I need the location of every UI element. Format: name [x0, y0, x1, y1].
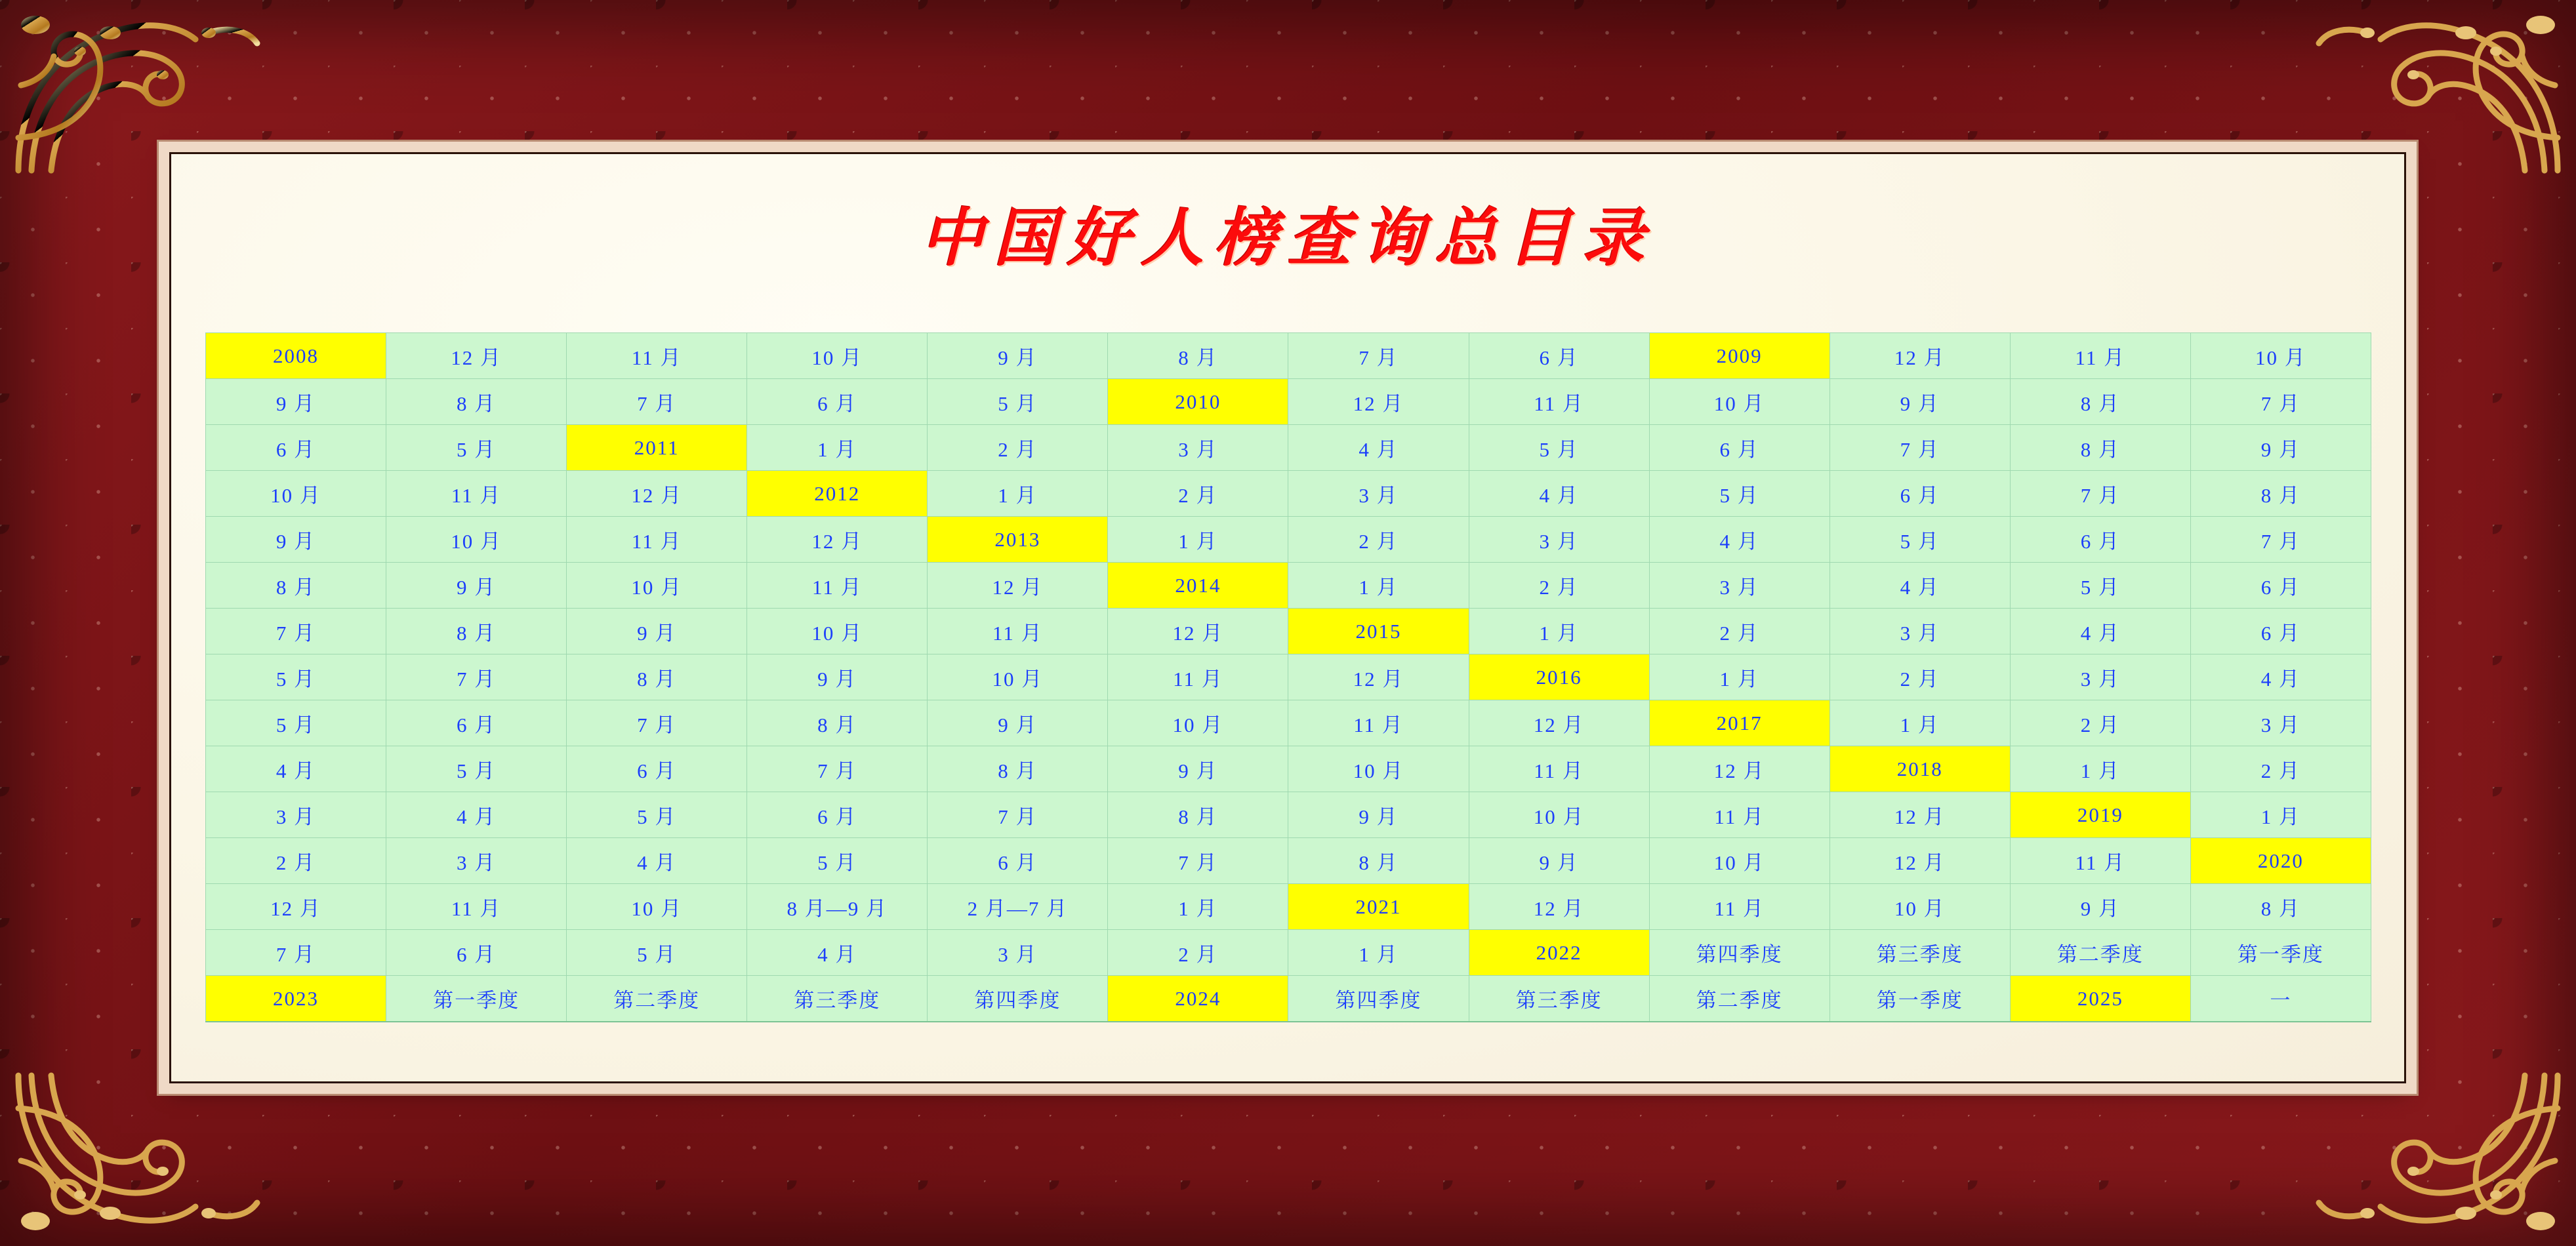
- period-cell[interactable]: 第二季度: [2010, 930, 2190, 976]
- period-cell[interactable]: 第四季度: [1649, 930, 1830, 976]
- period-cell[interactable]: 7 月: [567, 700, 747, 746]
- year-cell[interactable]: 2022: [1469, 930, 1649, 976]
- table-row: [206, 517, 2371, 563]
- period-cell[interactable]: 8 月: [2010, 425, 2190, 471]
- period-cell[interactable]: 8 月: [2190, 471, 2371, 517]
- period-cell[interactable]: 11 月: [386, 471, 567, 517]
- period-cell[interactable]: 9 月: [206, 379, 386, 425]
- period-cell[interactable]: 5 月: [567, 792, 747, 838]
- period-cell[interactable]: 2 月: [1649, 609, 1830, 654]
- period-cell[interactable]: 2 月: [1108, 471, 1288, 517]
- period-cell[interactable]: 6 月: [386, 930, 567, 976]
- period-cell[interactable]: 3 月: [1649, 563, 1830, 609]
- year-cell[interactable]: 2014: [1108, 563, 1288, 609]
- year-cell[interactable]: 2019: [2010, 792, 2190, 838]
- period-cell[interactable]: 9 月: [1830, 379, 2010, 425]
- period-cell[interactable]: 8 月: [567, 654, 747, 700]
- period-cell[interactable]: 12 月: [206, 884, 386, 930]
- period-cell[interactable]: 2 月: [2010, 700, 2190, 746]
- period-cell[interactable]: 2 月: [928, 425, 1108, 471]
- period-cell[interactable]: 8 月: [206, 563, 386, 609]
- period-cell[interactable]: 3 月: [1288, 471, 1469, 517]
- table-row: [206, 838, 2371, 884]
- period-cell[interactable]: 11 月: [1649, 884, 1830, 930]
- period-cell[interactable]: 2 月: [1469, 563, 1649, 609]
- period-cell[interactable]: 3 月: [1469, 517, 1649, 563]
- period-cell[interactable]: 11 月: [567, 517, 747, 563]
- period-cell[interactable]: 11 月: [2010, 838, 2190, 884]
- year-cell[interactable]: 2017: [1649, 700, 1830, 746]
- period-cell[interactable]: 6 月: [386, 700, 567, 746]
- period-cell[interactable]: 6 月: [1469, 333, 1649, 379]
- period-cell[interactable]: 7 月: [206, 930, 386, 976]
- period-cell[interactable]: 4 月: [1288, 425, 1469, 471]
- period-cell[interactable]: 6 月: [1830, 471, 2010, 517]
- period-cell[interactable]: 2 月: [1288, 517, 1469, 563]
- period-cell[interactable]: 1 月: [1830, 700, 2010, 746]
- period-cell[interactable]: 9 月: [928, 700, 1108, 746]
- period-cell[interactable]: 4 月: [2010, 609, 2190, 654]
- table-row: [206, 609, 2371, 654]
- period-cell[interactable]: 5 月: [1830, 517, 2010, 563]
- period-cell[interactable]: 1 月: [1649, 654, 1830, 700]
- period-cell[interactable]: 10 月: [386, 517, 567, 563]
- period-cell[interactable]: 1 月: [928, 471, 1108, 517]
- period-cell[interactable]: 8 月—9 月: [747, 884, 928, 930]
- table-row: [206, 563, 2371, 609]
- period-cell[interactable]: 8 月: [1108, 333, 1288, 379]
- period-cell[interactable]: 7 月: [1288, 333, 1469, 379]
- period-cell[interactable]: 3 月: [386, 838, 567, 884]
- period-cell[interactable]: 11 月: [1649, 792, 1830, 838]
- corner-ornament-icon: [12, 7, 268, 177]
- corner-ornament-icon: [2308, 7, 2564, 177]
- period-cell[interactable]: 第二季度: [1649, 976, 1830, 1022]
- period-cell[interactable]: 12 月: [386, 333, 567, 379]
- period-cell[interactable]: 6 月: [747, 379, 928, 425]
- period-cell[interactable]: 12 月: [928, 563, 1108, 609]
- period-cell[interactable]: 12 月: [1469, 700, 1649, 746]
- period-cell[interactable]: 3 月: [1108, 425, 1288, 471]
- year-cell[interactable]: 2015: [1288, 609, 1469, 654]
- period-cell[interactable]: 5 月: [928, 379, 1108, 425]
- table-row: [206, 930, 2371, 976]
- catalog-table: [205, 332, 2371, 1022]
- table-row: [206, 425, 2371, 471]
- period-cell[interactable]: 7 月: [747, 746, 928, 792]
- period-cell[interactable]: 3 月: [2010, 654, 2190, 700]
- period-cell[interactable]: 1 月: [1469, 609, 1649, 654]
- period-cell[interactable]: 10 月: [747, 333, 928, 379]
- period-cell[interactable]: 9 月: [206, 517, 386, 563]
- period-cell[interactable]: 10 月: [2190, 333, 2371, 379]
- period-cell[interactable]: 9 月: [1469, 838, 1649, 884]
- period-cell[interactable]: 12 月: [567, 471, 747, 517]
- year-cell[interactable]: 2018: [1830, 746, 2010, 792]
- period-cell[interactable]: 10 月: [567, 884, 747, 930]
- period-cell[interactable]: 7 月: [1108, 838, 1288, 884]
- table-row: [206, 379, 2371, 425]
- period-cell[interactable]: 3 月: [206, 792, 386, 838]
- corner-ornament-icon: [12, 1069, 268, 1239]
- period-cell[interactable]: 6 月: [2190, 609, 2371, 654]
- period-cell[interactable]: 12 月: [1108, 609, 1288, 654]
- table-row: [206, 700, 2371, 746]
- period-cell[interactable]: 8 月: [386, 609, 567, 654]
- year-cell[interactable]: 2021: [1288, 884, 1469, 930]
- period-cell[interactable]: 第一季度: [1830, 976, 2010, 1022]
- period-cell[interactable]: 6 月: [2010, 517, 2190, 563]
- period-cell[interactable]: 9 月: [567, 609, 747, 654]
- period-cell[interactable]: 1 月: [2010, 746, 2190, 792]
- period-cell[interactable]: 7 月: [2190, 379, 2371, 425]
- period-cell[interactable]: 12 月: [1288, 654, 1469, 700]
- table-row: [206, 746, 2371, 792]
- period-cell[interactable]: 4 月: [747, 930, 928, 976]
- period-cell[interactable]: 6 月: [206, 425, 386, 471]
- period-cell[interactable]: 4 月: [386, 792, 567, 838]
- period-cell[interactable]: 6 月: [747, 792, 928, 838]
- year-cell[interactable]: 2013: [928, 517, 1108, 563]
- period-cell[interactable]: 7 月: [928, 792, 1108, 838]
- period-cell[interactable]: 10 月: [206, 471, 386, 517]
- period-cell[interactable]: 7 月: [206, 609, 386, 654]
- year-cell[interactable]: 2011: [567, 425, 747, 471]
- period-cell[interactable]: 第一季度: [2190, 930, 2371, 976]
- year-cell[interactable]: 2010: [1108, 379, 1288, 425]
- period-cell[interactable]: 5 月: [747, 838, 928, 884]
- period-cell[interactable]: 12 月: [1830, 333, 2010, 379]
- table-row: [206, 792, 2371, 838]
- table-row: [206, 333, 2371, 379]
- period-cell[interactable]: 4 月: [1830, 563, 2010, 609]
- period-cell[interactable]: 9 月: [1288, 792, 1469, 838]
- period-cell[interactable]: 5 月: [206, 654, 386, 700]
- document-page: [171, 154, 2404, 1081]
- period-cell[interactable]: 5 月: [1469, 425, 1649, 471]
- period-cell[interactable]: 11 月: [747, 563, 928, 609]
- period-cell[interactable]: 2 月: [206, 838, 386, 884]
- period-cell[interactable]: 第三季度: [1469, 976, 1649, 1022]
- period-cell[interactable]: 7 月: [567, 379, 747, 425]
- table-row: [206, 976, 2371, 1022]
- period-cell[interactable]: 1 月: [2190, 792, 2371, 838]
- period-cell[interactable]: 8 月: [928, 746, 1108, 792]
- period-cell[interactable]: 5 月: [1649, 471, 1830, 517]
- period-cell[interactable]: 4 月: [206, 746, 386, 792]
- period-cell[interactable]: 3 月: [2190, 700, 2371, 746]
- period-cell[interactable]: 7 月: [386, 654, 567, 700]
- period-cell[interactable]: 第二季度: [567, 976, 747, 1022]
- period-cell[interactable]: 1 月: [1108, 884, 1288, 930]
- period-cell[interactable]: 12 月: [1649, 746, 1830, 792]
- table-row: [206, 654, 2371, 700]
- period-cell[interactable]: 10 月: [1469, 792, 1649, 838]
- period-cell[interactable]: 6 月: [1649, 425, 1830, 471]
- period-cell[interactable]: 5 月: [386, 746, 567, 792]
- period-cell[interactable]: 1 月: [747, 425, 928, 471]
- period-cell[interactable]: 8 月: [2010, 379, 2190, 425]
- table-row: [206, 471, 2371, 517]
- period-cell[interactable]: 10 月: [1649, 379, 1830, 425]
- period-cell[interactable]: 1 月: [1108, 517, 1288, 563]
- period-cell[interactable]: 8 月: [386, 379, 567, 425]
- year-cell[interactable]: 2025: [2010, 976, 2190, 1022]
- period-cell[interactable]: 第四季度: [928, 976, 1108, 1022]
- period-cell[interactable]: 4 月: [1469, 471, 1649, 517]
- year-cell[interactable]: 2012: [747, 471, 928, 517]
- year-cell[interactable]: 2009: [1649, 333, 1830, 379]
- period-cell[interactable]: 8 月: [1108, 792, 1288, 838]
- period-cell[interactable]: 9 月: [2010, 884, 2190, 930]
- period-cell[interactable]: 9 月: [2190, 425, 2371, 471]
- period-cell[interactable]: 12 月: [747, 517, 928, 563]
- period-cell[interactable]: 5 月: [2010, 563, 2190, 609]
- year-cell[interactable]: 2016: [1469, 654, 1649, 700]
- period-cell[interactable]: 8 月: [2190, 884, 2371, 930]
- period-cell[interactable]: 3 月: [1830, 609, 2010, 654]
- period-cell[interactable]: 4 月: [1649, 517, 1830, 563]
- page-mat: [169, 152, 2406, 1083]
- period-cell[interactable]: 第三季度: [1830, 930, 2010, 976]
- period-cell[interactable]: 11 月: [1469, 746, 1649, 792]
- period-cell[interactable]: 第四季度: [1288, 976, 1469, 1022]
- period-cell[interactable]: 5 月: [206, 700, 386, 746]
- period-cell[interactable]: 12 月: [1830, 838, 2010, 884]
- period-cell[interactable]: 11 月: [1108, 654, 1288, 700]
- period-cell[interactable]: 11 月: [1288, 700, 1469, 746]
- period-cell[interactable]: 1 月: [1288, 563, 1469, 609]
- period-cell[interactable]: 4 月: [567, 838, 747, 884]
- table-row: [206, 884, 2371, 930]
- period-cell[interactable]: 12 月: [1469, 884, 1649, 930]
- period-cell[interactable]: 6 月: [567, 746, 747, 792]
- period-cell[interactable]: 一: [2190, 976, 2371, 1022]
- period-cell[interactable]: 7 月: [2010, 471, 2190, 517]
- period-cell[interactable]: 10 月: [1830, 884, 2010, 930]
- period-cell[interactable]: 11 月: [567, 333, 747, 379]
- period-cell[interactable]: 11 月: [2010, 333, 2190, 379]
- period-cell[interactable]: 10 月: [747, 609, 928, 654]
- period-cell[interactable]: 7 月: [2190, 517, 2371, 563]
- period-cell[interactable]: 9 月: [928, 333, 1108, 379]
- catalog-table-wrapper: [205, 332, 2371, 1022]
- page-title: 中国好人榜查询总目录: [920, 201, 1655, 275]
- period-cell[interactable]: 6 月: [2190, 563, 2371, 609]
- period-cell[interactable]: 10 月: [1108, 700, 1288, 746]
- period-cell[interactable]: 10 月: [567, 563, 747, 609]
- year-cell[interactable]: 2008: [206, 333, 386, 379]
- period-cell[interactable]: 9 月: [1108, 746, 1288, 792]
- year-cell[interactable]: 2024: [1108, 976, 1288, 1022]
- period-cell[interactable]: 8 月: [747, 700, 928, 746]
- period-cell[interactable]: 12 月: [1288, 379, 1469, 425]
- period-cell[interactable]: 第三季度: [747, 976, 928, 1022]
- period-cell[interactable]: 2 月: [2190, 746, 2371, 792]
- period-cell[interactable]: 2 月: [1108, 930, 1288, 976]
- catalog-table-body: [206, 333, 2371, 1022]
- period-cell[interactable]: 7 月: [1830, 425, 2010, 471]
- period-cell[interactable]: 3 月: [928, 930, 1108, 976]
- period-cell[interactable]: 6 月: [928, 838, 1108, 884]
- period-cell[interactable]: 8 月: [1288, 838, 1469, 884]
- corner-ornament-icon: [2308, 1069, 2564, 1239]
- period-cell[interactable]: 5 月: [567, 930, 747, 976]
- period-cell[interactable]: 9 月: [747, 654, 928, 700]
- period-cell[interactable]: 10 月: [1649, 838, 1830, 884]
- period-cell[interactable]: 2 月: [1830, 654, 2010, 700]
- year-cell[interactable]: 2023: [206, 976, 386, 1022]
- period-cell[interactable]: 2 月—7 月: [928, 884, 1108, 930]
- period-cell[interactable]: 1 月: [1288, 930, 1469, 976]
- period-cell[interactable]: 11 月: [928, 609, 1108, 654]
- period-cell[interactable]: 9 月: [386, 563, 567, 609]
- period-cell[interactable]: 第一季度: [386, 976, 567, 1022]
- year-cell[interactable]: 2020: [2190, 838, 2371, 884]
- period-cell[interactable]: 5 月: [386, 425, 567, 471]
- period-cell[interactable]: 11 月: [1469, 379, 1649, 425]
- period-cell[interactable]: 4 月: [2190, 654, 2371, 700]
- period-cell[interactable]: 11 月: [386, 884, 567, 930]
- period-cell[interactable]: 10 月: [928, 654, 1108, 700]
- period-cell[interactable]: 12 月: [1830, 792, 2010, 838]
- period-cell[interactable]: 10 月: [1288, 746, 1469, 792]
